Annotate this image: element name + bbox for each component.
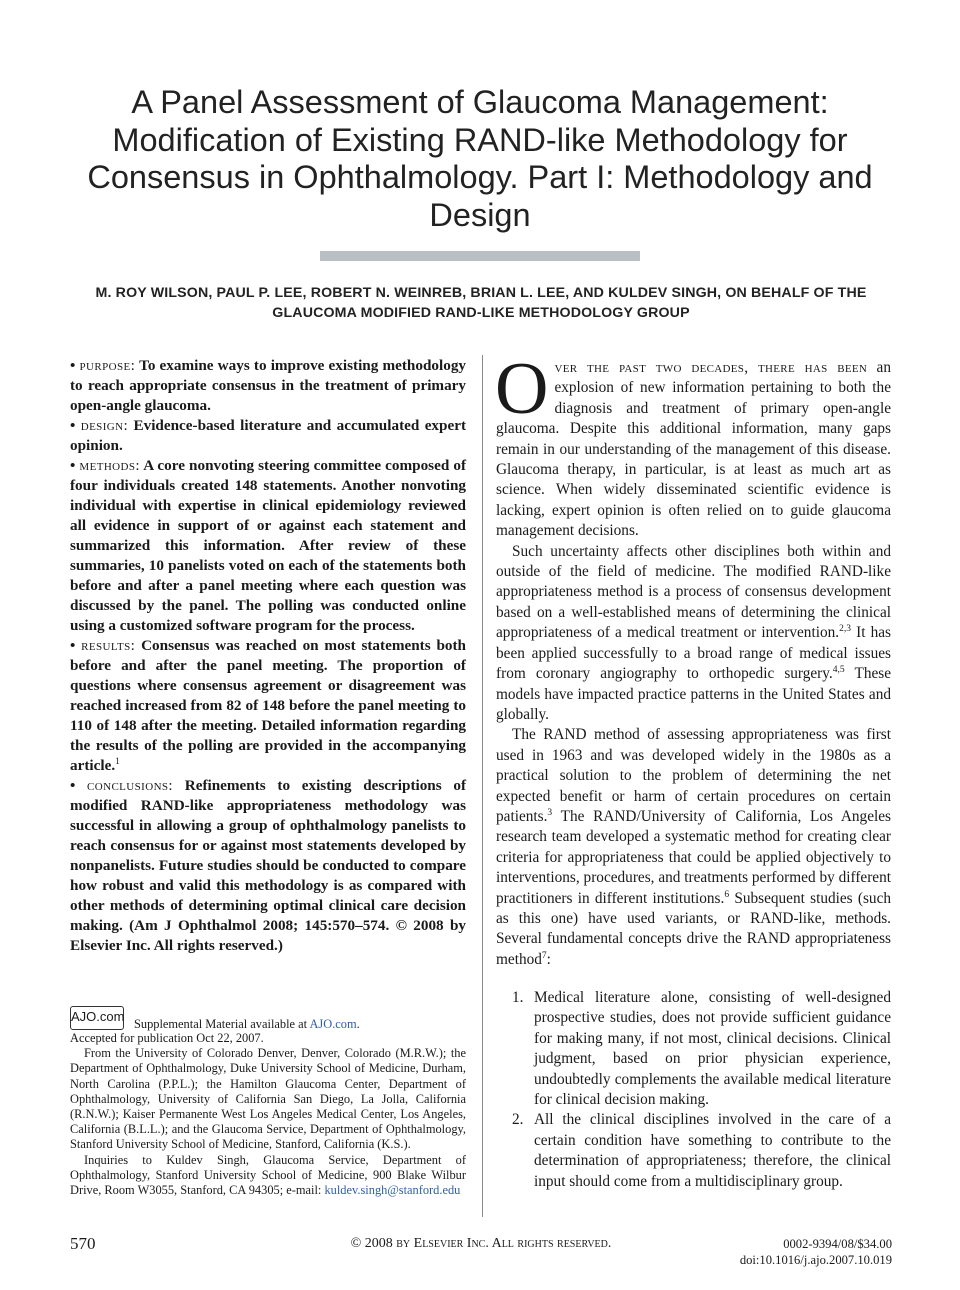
paragraph-2-text-b: It has been applied successfully to a broad range of medical issues from coronary angiography to orthopedic surgery. — [496, 624, 891, 683]
methods-text: A core nonvoting steering committee composed of four individuals created 148 statements. Another nonvoting individual with expertise in clinical epidemiology reviewed all evidence in support of or against each statement and summarized this information. After review of these summaries, 10 panelists voted on each of the statements both before and after a panel meeting where each question was discussed by the panel. The polling was conducted online using a customized software program for the process. — [70, 457, 466, 634]
results-text: Consensus was reached on most statements both before and after the panel meeting. The proportion of questions where consensus agreement or disagreement was reached increased from 82 of 148 before the panel meeting to 110 of 148 after the meeting. Detailed information regarding the results of the polling are provided in the accompanying article. — [70, 637, 466, 774]
design-label: design: — [80, 417, 129, 434]
paragraph-3-text-c: Subsequent studies (such as this one) have used variants, or RAND-like, methods. Several fundamental concepts drive the RAND appropriateness method — [496, 889, 892, 968]
abstract-methods — [70, 456, 466, 636]
journal-citation: (Am J Ophthalmol 2008; 145:570–574. © 2008 by Elsevier Inc. All rights reserved.) — [70, 917, 466, 954]
bullet: • — [70, 457, 76, 474]
abstract-results — [70, 636, 466, 776]
design-text: Evidence-based literature and accumulated expert opinion. — [70, 417, 467, 454]
publication-ids — [740, 1236, 892, 1268]
list-number: 1. — [512, 989, 524, 1006]
purpose-text: To examine ways to improve existing methodology to reach appropriate consensus in the treatment of primary open-angle glaucoma. — [70, 357, 467, 414]
supplemental-row — [70, 1006, 466, 1032]
bullet: • — [70, 637, 76, 654]
author-list: M. ROY WILSON, PAUL P. LEE, ROBERT N. WEINREB, BRIAN L. LEE, AND KULDEV SINGH, ON BEHALF OF THE GLAUCOMA MODIFIED RAND-LIKE METHODOLOGY GROUP — [95, 285, 867, 321]
body-paragraph-3 — [496, 725, 891, 970]
paragraph-2-text-c: These models have impacted practice patterns in the United States and globally. — [496, 665, 891, 723]
ajo-link[interactable]: AJO.com — [309, 1017, 357, 1031]
drop-cap: O — [495, 348, 549, 430]
inquiries — [70, 1153, 466, 1199]
body-text — [495, 348, 892, 970]
reference-link[interactable]: 1 — [115, 756, 120, 767]
accepted-date: Accepted for publication Oct 22, 2007. — [70, 1031, 264, 1045]
body-paragraph-1 — [495, 348, 891, 542]
paragraph-1-text: an explosion of new information pertaining to both the diagnosis and treatment of primary open-angle glaucoma. Despite this additional information, many gaps remain in our understanding of the management of this disease. Glaucoma therapy, in particular, is at least as much art as science. When widely disseminated scientific evidence is lacking, expert opinion is often relied on to guide glaucoma management decisions. — [496, 359, 891, 540]
conclusions-text: Refinements to existing descriptions of modified RAND-like appropriateness methodology was successful in allowing a group of ophthalmology panelists to reach consensus for or against most statements developed by nonpanelists. Future studies should be conducted to compare how robust and valid this methodology is as compared with other methods of determining optimal clinical care decision making. — [70, 777, 467, 934]
reference-link[interactable]: 6 — [724, 889, 730, 900]
bullet: • — [70, 417, 76, 434]
copyright: © 2008 by Elsevier Inc. All rights reserved. — [350, 1236, 612, 1251]
article-notes — [70, 1031, 466, 1198]
purpose-label: purpose: — [79, 357, 136, 374]
abstract-purpose — [70, 356, 466, 416]
list-number: 2. — [512, 1111, 524, 1129]
inquiries-text: Inquiries to Kuldev Singh, Glaucoma Service, Department of Ophthalmology, Stanford University School of Medicine, 900 Blake Wilbur Drive, Room W3055, Stanford, CA 94305; e-mail: — [70, 1152, 466, 1198]
bullet: • — [70, 777, 76, 794]
email-link[interactable]: kuldev.singh@stanford.edu — [324, 1183, 461, 1198]
reference-link[interactable]: 4,5 — [832, 665, 845, 675]
paragraph-3-text-b: The RAND/University of California, Los Angeles research team developed a systematic method for creating clear criteria for appropriateness that could be applied objectively to interventions, procedures, and treatments performed by different practitioners in different institutions. — [496, 807, 891, 907]
paragraph-3-text-a: The RAND method of assessing appropriateness was first used in 1963 and was developed widely in the 1980s as a practical solution to the problem of determining the net expected benefit or harm of certain procedures on certain patients. — [496, 726, 891, 825]
abstract — [70, 356, 466, 956]
paragraph-3-end: : — [546, 950, 551, 968]
list-item — [496, 1110, 891, 1192]
results-label: results: — [81, 637, 136, 654]
supplemental-end: . — [356, 1017, 360, 1031]
supplemental-text: Supplemental Material available at — [134, 1017, 308, 1031]
supplemental-note — [134, 1016, 360, 1032]
list-text: Medical literature alone, consisting of well-designed prospective studies, does not provide sufficient guidance for making many, if not most, clinical decisions. Clinical judgment, based on prior physician experience, undoubtedly complements the available medical literature for clinical decision making. — [534, 989, 891, 1109]
lead-in: ver the past two decades, there has been — [554, 359, 868, 376]
page-number: 570 — [70, 1234, 96, 1253]
body-paragraph-2 — [496, 542, 891, 726]
reference-link[interactable]: 2,3 — [839, 624, 851, 635]
reference-link[interactable]: 7 — [541, 950, 547, 961]
abstract-conclusions — [70, 776, 466, 956]
bullet: • — [70, 357, 76, 374]
affiliations: From the University of Colorado Denver, Denver, Colorado (M.R.W.); the Department of Ophthalmology, Duke University School of Medicine, Durham, North Carolina (P.P.L.); the Hamilton Glaucoma Center, Department of Ophthalmology, University of California San Diego, La Jolla, California (R.N.W.); Kaiser Permanente West Los Angeles Medical Center, Los Angeles, California (B.L.L.); and the Glaucoma Service, Department of Ophthalmology, Stanford University School of Medicine, Stanford, California (K.S.). — [70, 1046, 466, 1152]
abstract-design — [70, 416, 466, 456]
reference-link[interactable]: 3 — [547, 807, 553, 818]
list-item — [496, 988, 891, 1110]
doi[interactable]: doi:10.1016/j.ajo.2007.10.019 — [739, 1253, 892, 1267]
column-divider — [482, 355, 483, 1217]
article-title: A Panel Assessment of Glaucoma Management: Modification of Existing RAND-like Methodology for Consensus in Ophthalmology. Part I: Methodology and Design — [87, 84, 873, 233]
ajo-logo: AJO.com — [70, 1006, 124, 1030]
issn: 0002-9394/08/$34.00 — [783, 1237, 892, 1251]
page-footer — [70, 1236, 892, 1270]
list-text: All the clinical disciplines involved in the care of a certain condition have something to contribute to the determination of appropriateness; therefore, the clinical input should come from a multidisciplinary group. — [534, 1111, 891, 1190]
concept-list — [496, 988, 891, 1192]
title-rule — [320, 251, 640, 261]
paragraph-2-text-a: Such uncertainty affects other disciplines both within and outside of the field of medicine. The modified RAND-like appropriateness method is a process of consensus development based on a well-established means of determining the clinical appropriateness of a medical treatment or intervention. — [496, 542, 891, 642]
methods-label: methods: — [79, 457, 140, 474]
conclusions-label: conclusions: — [87, 777, 174, 794]
